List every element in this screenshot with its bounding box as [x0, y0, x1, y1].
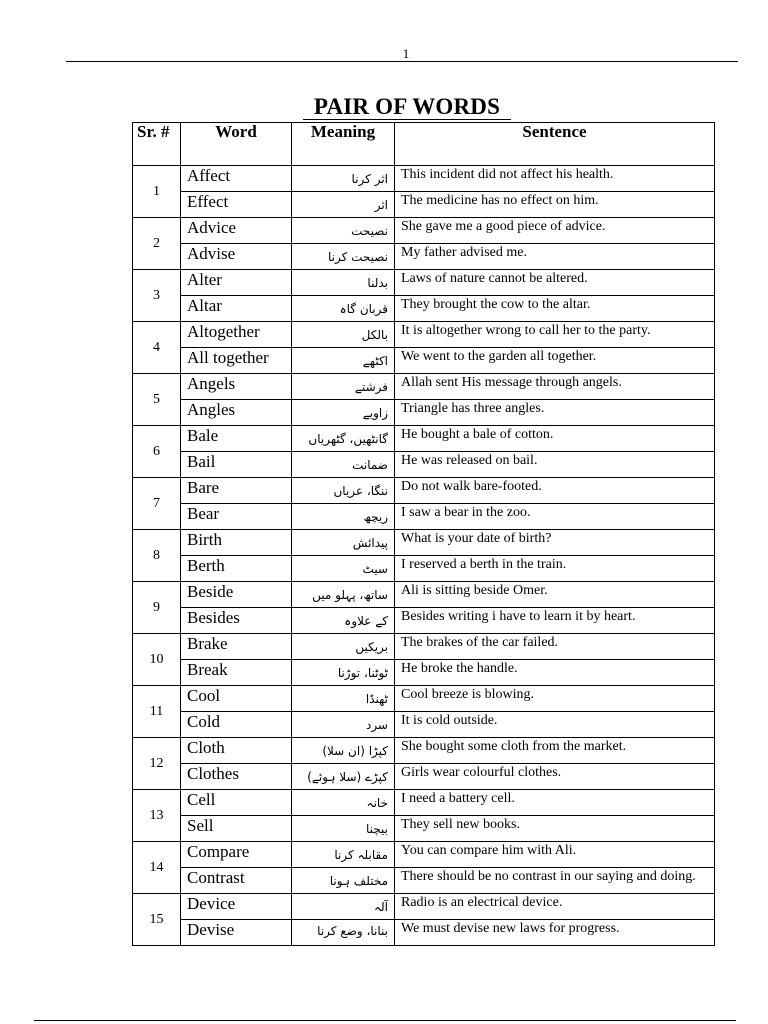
meaning-cell: ٹھنڈا: [292, 686, 395, 712]
table-row: [133, 270, 715, 296]
table-row: [133, 426, 715, 452]
serial-number: 2: [133, 218, 181, 270]
table-row: [133, 556, 715, 582]
word-cell: Device: [181, 894, 292, 920]
serial-number: 3: [133, 270, 181, 322]
meaning-cell: ریچھ: [292, 504, 395, 530]
header-rule: [66, 61, 738, 62]
footer-rule: [34, 1020, 736, 1021]
meaning-cell: سرد: [292, 712, 395, 738]
word-cell: Bear: [181, 504, 292, 530]
sentence-cell: Laws of nature cannot be altered.: [395, 270, 715, 296]
table-row: [133, 790, 715, 816]
serial-number: 6: [133, 426, 181, 478]
word-cell: Brake: [181, 634, 292, 660]
word-cell: Beside: [181, 582, 292, 608]
sentence-cell: This incident did not affect his health.: [395, 166, 715, 192]
sentence-cell: They brought the cow to the altar.: [395, 296, 715, 322]
meaning-cell: ٹوٹنا، توڑنا: [292, 660, 395, 686]
sentence-cell: My father advised me.: [395, 244, 715, 270]
sentence-cell: We must devise new laws for progress.: [395, 920, 715, 946]
meaning-cell: قربان گاہ: [292, 296, 395, 322]
table-row: [133, 244, 715, 270]
word-cell: Effect: [181, 192, 292, 218]
sentence-cell: It is cold outside.: [395, 712, 715, 738]
meaning-cell: اثر کرنا: [292, 166, 395, 192]
table-row: [133, 166, 715, 192]
sentence-cell: There should be no contrast in our saying and doing.: [395, 868, 715, 894]
word-cell: Altar: [181, 296, 292, 322]
word-cell: Devise: [181, 920, 292, 946]
sr-header: Sr. #: [133, 123, 181, 166]
page-number: 1: [402, 46, 410, 61]
word-cell: Break: [181, 660, 292, 686]
meaning-cell: فرشتے: [292, 374, 395, 400]
meaning-cell: اثر: [292, 192, 395, 218]
serial-number: 4: [133, 322, 181, 374]
sentence-cell: The medicine has no effect on him.: [395, 192, 715, 218]
table-row: [133, 374, 715, 400]
table-row: [133, 894, 715, 920]
word-cell: Sell: [181, 816, 292, 842]
serial-number: 8: [133, 530, 181, 582]
table-row: [133, 686, 715, 712]
table-row: [133, 400, 715, 426]
meaning-cell: سیٹ: [292, 556, 395, 582]
serial-number: 13: [133, 790, 181, 842]
sentence-cell: They sell new books.: [395, 816, 715, 842]
sentence-cell: We went to the garden all together.: [395, 348, 715, 374]
word-cell: Cold: [181, 712, 292, 738]
meaning-cell: نصیحت کرنا: [292, 244, 395, 270]
serial-number: 1: [133, 166, 181, 218]
sentence-cell: Girls wear colourful clothes.: [395, 764, 715, 790]
sentence-cell: He bought a bale of cotton.: [395, 426, 715, 452]
word-cell: Berth: [181, 556, 292, 582]
meaning-cell: بیچنا: [292, 816, 395, 842]
sentence-cell: You can compare him with Ali.: [395, 842, 715, 868]
word-cell: Advice: [181, 218, 292, 244]
meaning-cell: مختلف ہونا: [292, 868, 395, 894]
table-row: [133, 660, 715, 686]
table-row: [133, 634, 715, 660]
sentence-cell: Besides writing i have to learn it by heart.: [395, 608, 715, 634]
meaning-cell: ننگا، عریاں: [292, 478, 395, 504]
sentence-cell: He broke the handle.: [395, 660, 715, 686]
table-row: [133, 452, 715, 478]
meaning-cell: نصیحت: [292, 218, 395, 244]
sentence-cell: Cool breeze is blowing.: [395, 686, 715, 712]
sentence-cell: The brakes of the car failed.: [395, 634, 715, 660]
serial-number: 14: [133, 842, 181, 894]
word-cell: All together: [181, 348, 292, 374]
meaning-cell: آلہ: [292, 894, 395, 920]
serial-number: 11: [133, 686, 181, 738]
meaning-cell: کپڑے (سلا ہوئے): [292, 764, 395, 790]
serial-number: 15: [133, 894, 181, 946]
table-row: [133, 816, 715, 842]
word-cell: Bare: [181, 478, 292, 504]
word-cell: Alter: [181, 270, 292, 296]
word-cell: Birth: [181, 530, 292, 556]
sentence-cell: Triangle has three angles.: [395, 400, 715, 426]
table-row: [133, 322, 715, 348]
table-row: [133, 348, 715, 374]
sentence-cell: I saw a bear in the zoo.: [395, 504, 715, 530]
word-cell: Cell: [181, 790, 292, 816]
table-row: [133, 218, 715, 244]
meaning-cell: کپڑا (ان سلا): [292, 738, 395, 764]
word-cell: Besides: [181, 608, 292, 634]
table-row: [133, 582, 715, 608]
meaning-cell: گانٹھیں، گٹھریاں: [292, 426, 395, 452]
serial-number: 12: [133, 738, 181, 790]
sentence-cell: He was released on bail.: [395, 452, 715, 478]
word-cell: Angels: [181, 374, 292, 400]
sentence-header: Sentence: [395, 123, 715, 166]
table-row: [133, 738, 715, 764]
word-cell: Cloth: [181, 738, 292, 764]
meaning-header: Meaning: [292, 123, 395, 166]
word-cell: Angles: [181, 400, 292, 426]
word-cell: Contrast: [181, 868, 292, 894]
sentence-cell: Ali is sitting beside Omer.: [395, 582, 715, 608]
meaning-cell: کے علاوہ: [292, 608, 395, 634]
table-row: [133, 530, 715, 556]
meaning-cell: ساتھ، پہلو میں: [292, 582, 395, 608]
serial-number: 9: [133, 582, 181, 634]
sentence-cell: I need a battery cell.: [395, 790, 715, 816]
sentence-cell: It is altogether wrong to call her to the party.: [395, 322, 715, 348]
page-title: PAIR OF WORDS: [313, 94, 501, 119]
meaning-cell: بریکیں: [292, 634, 395, 660]
meaning-cell: بالکل: [292, 322, 395, 348]
table-row: [133, 504, 715, 530]
serial-number: 10: [133, 634, 181, 686]
word-cell: Compare: [181, 842, 292, 868]
table-row: [133, 712, 715, 738]
sentence-cell: Do not walk bare-footed.: [395, 478, 715, 504]
table-row: [133, 608, 715, 634]
table-row: [133, 192, 715, 218]
sentence-cell: Radio is an electrical device.: [395, 894, 715, 920]
word-cell: Bale: [181, 426, 292, 452]
word-cell: Bail: [181, 452, 292, 478]
meaning-cell: اکٹھے: [292, 348, 395, 374]
serial-number: 5: [133, 374, 181, 426]
table-row: [133, 868, 715, 894]
sentence-cell: She bought some cloth from the market.: [395, 738, 715, 764]
meaning-cell: زاویے: [292, 400, 395, 426]
meaning-cell: پیدائش: [292, 530, 395, 556]
word-cell: Altogether: [181, 322, 292, 348]
table-row: [133, 764, 715, 790]
table-row: [133, 478, 715, 504]
sentence-cell: She gave me a good piece of advice.: [395, 218, 715, 244]
meaning-cell: خانہ: [292, 790, 395, 816]
table-row: [133, 842, 715, 868]
word-cell: Clothes: [181, 764, 292, 790]
table-header-row: [133, 123, 715, 166]
meaning-cell: مقابلہ کرنا: [292, 842, 395, 868]
table-row: [133, 296, 715, 322]
sentence-cell: What is your date of birth?: [395, 530, 715, 556]
sentence-cell: I reserved a berth in the train.: [395, 556, 715, 582]
meaning-cell: بدلنا: [292, 270, 395, 296]
title-underline: [303, 119, 511, 120]
word-pairs-table: [132, 122, 715, 946]
sentence-cell: Allah sent His message through angels.: [395, 374, 715, 400]
word-cell: Affect: [181, 166, 292, 192]
meaning-cell: بنانا، وضع کرنا: [292, 920, 395, 946]
serial-number: 7: [133, 478, 181, 530]
word-header: Word: [181, 123, 292, 166]
word-cell: Cool: [181, 686, 292, 712]
word-cell: Advise: [181, 244, 292, 270]
meaning-cell: ضمانت: [292, 452, 395, 478]
